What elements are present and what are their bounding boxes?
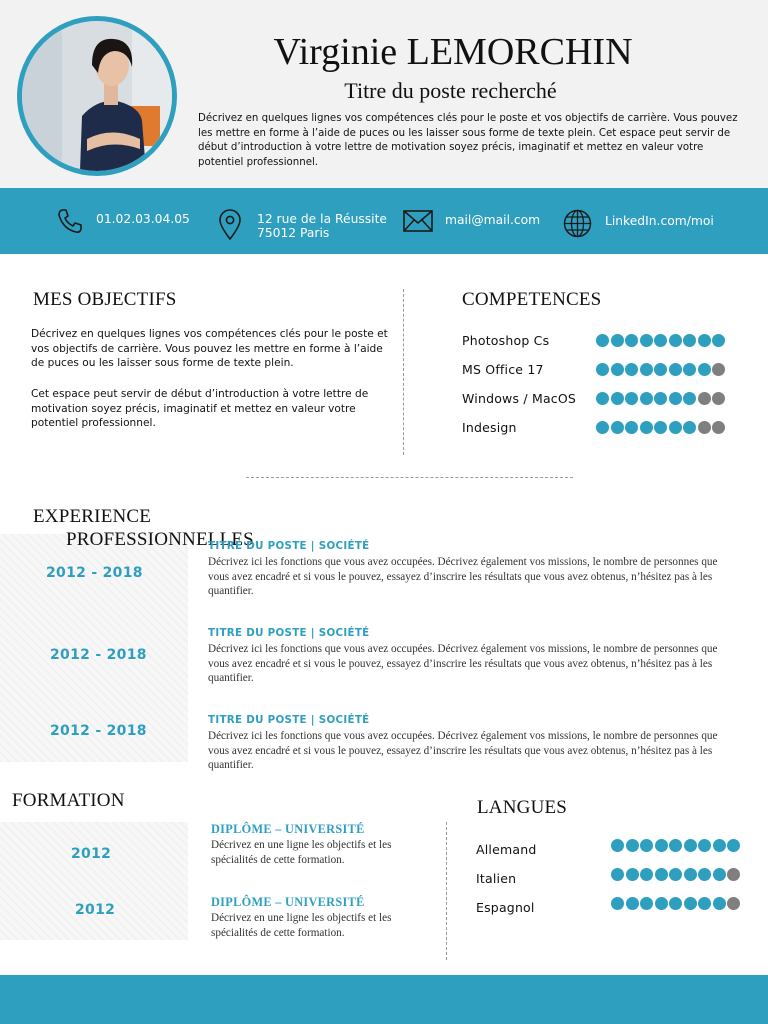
rating-dot [698, 839, 711, 852]
rating-dot [596, 421, 609, 434]
skill-rating [596, 334, 725, 347]
profile-photo [22, 21, 172, 171]
degree-heading: DIPLÔME – UNIVERSITÉ [211, 822, 365, 836]
rating-dot [712, 363, 725, 376]
footer-bar [0, 975, 768, 1024]
rating-dot [669, 897, 682, 910]
job-heading: TITRE DU POSTE | SOCIÉTÉ [208, 627, 370, 639]
objectives-paragraph-1: Décrivez en quelques lignes vos compétences clés pour le poste et vos objectifs de carrière. Vous pouvez les mettre en forme à l’aide de puces ou les laisser sous forme de texte plein. [31, 328, 388, 370]
email-address[interactable]: mail@mail.com [445, 213, 541, 227]
job-description: Décrivez ici les fonctions que vous avez occupées. Décrivez également vos missions, le nombre de personnes que vous avez encadré et si vous le pouvez, essayez d’inscrire les résultats que vous avez obtenus, n’hésitez pas à les quantifier. [208, 730, 718, 771]
rating-dot [640, 363, 653, 376]
education-year: 2012 [75, 902, 116, 918]
rating-dot [669, 334, 682, 347]
rating-dot [712, 392, 725, 405]
rating-dot [669, 392, 682, 405]
rating-dot [727, 897, 740, 910]
languages-title: LANGUES [477, 797, 568, 818]
envelope-icon [403, 210, 433, 232]
experience-years: 2012 - 2018 [50, 647, 147, 663]
rating-dot [669, 421, 682, 434]
rating-dot [713, 897, 726, 910]
skill-name: Indesign [462, 420, 517, 435]
rating-dot [654, 334, 667, 347]
language-name: Italien [476, 871, 517, 886]
contact-bar [0, 188, 768, 254]
rating-dot [684, 868, 697, 881]
objectives-paragraph-2: Cet espace peut servir de début d’introduction à votre lettre de motivation soyez précis, imaginatif et mettez en valeur votre potentiel professionnel. [31, 388, 369, 430]
rating-dot [654, 421, 667, 434]
rating-dot [640, 392, 653, 405]
skill-name: Photoshop Cs [462, 333, 550, 348]
rating-dot [626, 897, 639, 910]
education-divider [446, 822, 447, 960]
rating-dot [654, 392, 667, 405]
degree-description: Décrivez en une ligne les objectifs et les spécialités de cette formation. [211, 912, 392, 939]
skill-rating [596, 421, 725, 434]
rating-dot [684, 897, 697, 910]
rating-dot [640, 839, 653, 852]
experience-years: 2012 - 2018 [50, 723, 147, 739]
intro-paragraph: Décrivez en quelques lignes vos compétences clés pour le poste et vos objectifs de carrière. Vous pouvez les mettre en forme à l’aide de puces ou les laisser sous forme de texte plein. Cet espace peut servir de début d’introduction à votre lettre de motivation soyez précis, imaginatif et mettez en valeur votre potentiel professionnel. [198, 113, 738, 168]
rating-dot [712, 421, 725, 434]
rating-dot [698, 897, 711, 910]
rating-dot [625, 334, 638, 347]
rating-dot [698, 334, 711, 347]
rating-dot [596, 392, 609, 405]
degree-heading: DIPLÔME – UNIVERSITÉ [211, 895, 365, 909]
experience-years: 2012 - 2018 [46, 565, 143, 581]
rating-dot [596, 363, 609, 376]
language-rating [611, 897, 740, 910]
rating-dot [698, 868, 711, 881]
location-pin-icon [218, 209, 242, 241]
objectives-title: MES OBJECTIFS [33, 289, 177, 310]
language-rating [611, 868, 740, 881]
job-description: Décrivez ici les fonctions que vous avez occupées. Décrivez également vos missions, le nombre de personnes que vous avez encadré et si vous le pouvez, essayez d’inscrire les résultats que vous avez obtenus, n’hésitez pas à les quantifier. [208, 643, 718, 684]
rating-dot [669, 363, 682, 376]
education-years-panel [0, 822, 188, 940]
rating-dot [611, 363, 624, 376]
language-name: Espagnol [476, 900, 535, 915]
rating-dot [655, 839, 668, 852]
rating-dot [625, 392, 638, 405]
rating-dot [713, 839, 726, 852]
rating-dot [626, 868, 639, 881]
horizontal-divider [246, 477, 573, 478]
rating-dot [727, 839, 740, 852]
rating-dot [683, 392, 696, 405]
rating-dot [698, 363, 711, 376]
job-title: Titre du poste recherché [344, 78, 557, 103]
job-heading: TITRE DU POSTE | SOCIÉTÉ [208, 714, 370, 726]
rating-dot [655, 897, 668, 910]
rating-dot [683, 334, 696, 347]
phone-number: 01.02.03.04.05 [96, 212, 190, 226]
rating-dot [611, 839, 624, 852]
rating-dot [626, 839, 639, 852]
rating-dot [625, 421, 638, 434]
rating-dot [655, 868, 668, 881]
phone-icon [56, 207, 84, 235]
experience-title-line-2: PROFESSIONNELLES [66, 529, 254, 550]
experience-title: EXPERIENCE [33, 506, 152, 527]
rating-dot [611, 334, 624, 347]
job-heading: TITRE DU POSTE | SOCIÉTÉ [208, 540, 370, 552]
rating-dot [640, 421, 653, 434]
vertical-divider [403, 289, 404, 455]
address-line-1: 12 rue de la Réussite [257, 212, 387, 226]
skill-rating [596, 363, 725, 376]
skill-rating [596, 392, 725, 405]
education-title: FORMATION [12, 790, 125, 811]
rating-dot [683, 421, 696, 434]
rating-dot [625, 363, 638, 376]
rating-dot [640, 897, 653, 910]
rating-dot [654, 363, 667, 376]
address-line-2: 75012 Paris [257, 226, 330, 240]
skill-name: Windows / MacOS [462, 391, 577, 406]
rating-dot [713, 868, 726, 881]
rating-dot [669, 839, 682, 852]
rating-dot [611, 897, 624, 910]
globe-icon [563, 209, 592, 238]
rating-dot [611, 392, 624, 405]
rating-dot [596, 334, 609, 347]
education-year: 2012 [71, 846, 112, 862]
rating-dot [698, 421, 711, 434]
skill-name: MS Office 17 [462, 362, 544, 377]
candidate-name: Virginie LEMORCHIN [273, 31, 633, 73]
language-rating [611, 839, 740, 852]
rating-dot [669, 868, 682, 881]
rating-dot [698, 392, 711, 405]
job-description: Décrivez ici les fonctions que vous avez occupées. Décrivez également vos missions, le nombre de personnes que vous avez encadré et si vous le pouvez, essayez d’inscrire les résultats que vous avez obtenus, n’hésitez pas à les quantifier. [208, 556, 718, 597]
skills-title: COMPETENCES [462, 289, 602, 310]
rating-dot [712, 334, 725, 347]
rating-dot [684, 839, 697, 852]
rating-dot [611, 868, 624, 881]
rating-dot [640, 868, 653, 881]
rating-dot [640, 334, 653, 347]
linkedin-link[interactable]: LinkedIn.com/moi [605, 214, 714, 228]
rating-dot [683, 363, 696, 376]
rating-dot [727, 868, 740, 881]
rating-dot [611, 421, 624, 434]
language-name: Allemand [476, 842, 537, 857]
degree-description: Décrivez en une ligne les objectifs et les spécialités de cette formation. [211, 839, 392, 866]
